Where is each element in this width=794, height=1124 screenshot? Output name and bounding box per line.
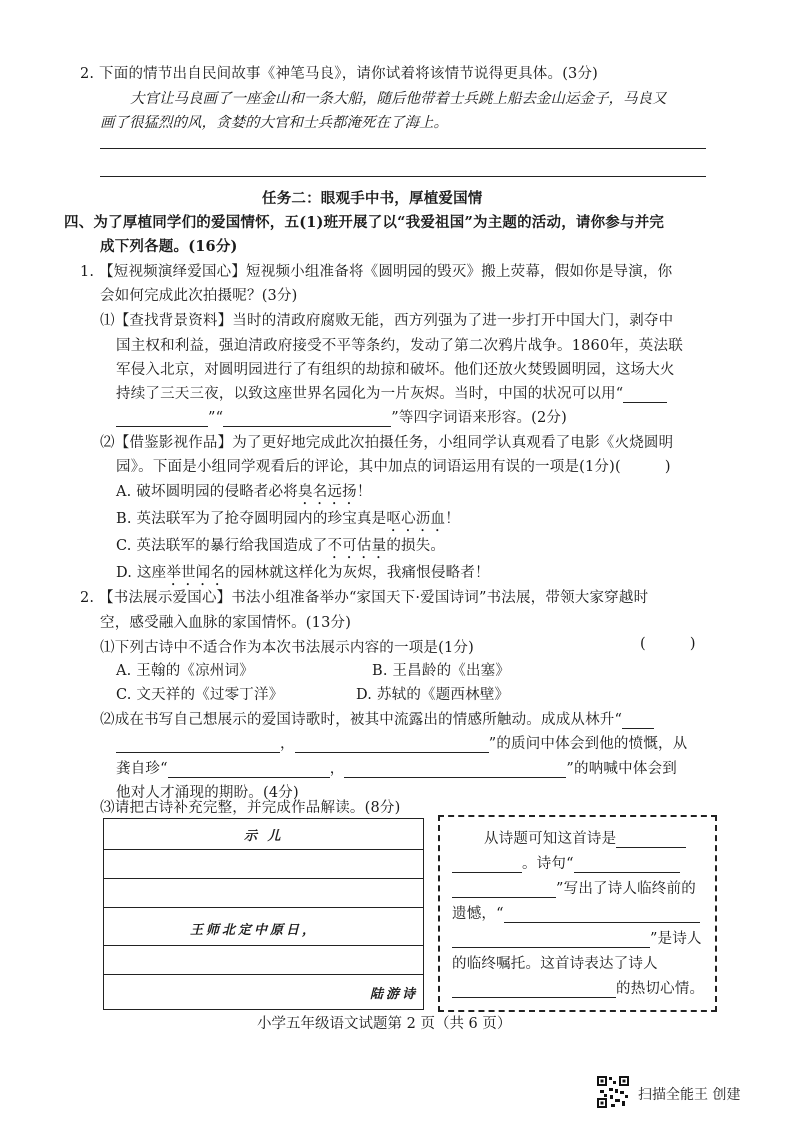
s1-prompt-line-1: 1. 【短视频演绎爱国心】短视频小组准备将《圆明园的毁灭》搬上荧幕，假如你是导演，你 [80,264,673,280]
answer-line[interactable] [100,148,706,149]
interpret-line-3: ”写出了诗人临终前的 [452,877,696,898]
s2-p2-line-2: ， ”的质问中体会到他的愤慨，从 [116,732,687,753]
s2-p2-line-4: 他对人才涌现的期盼。(4分) [116,785,299,801]
s2-p2-line-3: 龚自珍“ ， ”的呐喊中体会到 [116,761,677,777]
poem-writing-grid [103,818,424,1010]
s1-option-d[interactable]: D. 这座举世闻名的园林就这样化为灰烬，我痛恨侵略者！ [116,565,490,581]
poem-row-divider [104,878,423,879]
s1-prompt-line-2: 会如何完成此次拍摄呢？(3分) [100,288,298,304]
s1-p1-line-2: 国主权和利益，强迫清政府接受不平等条约，发动了第二次鸦片战争。1860年，英法联 [116,338,683,354]
interpret-line-6: 的临终嘱托。这首诗表达了诗人 [452,956,658,972]
interpret-blank[interactable] [452,883,556,898]
s2-prompt-line-2: 空，感受融入血脉的家国情怀。(13分) [100,615,352,631]
poem-author: 陆游诗 [370,987,419,1002]
s2-option-d[interactable]: D. 苏轼的《题西林壁》 [356,687,510,703]
s1-option-c[interactable]: C. 英法联军的暴行给我国造成了不可估量的损失。 [116,538,446,554]
s2-option-a[interactable]: A. 王翰的《凉州词》 [116,663,254,679]
s2-p1-paren[interactable]: ( ) [640,636,696,652]
idiom-blank-2[interactable] [223,412,391,427]
s2-option-c[interactable]: C. 文天祥的《过零丁洋》 [116,687,284,703]
s1-p1-line-3: 军侵入北京，对圆明园进行了有组织的劫掠和破坏。他们还放火焚毁圆明园，这场大火 [116,362,675,378]
scanner-brand: 扫描全能王 创建 [638,1087,741,1103]
interpret-line-7: 的热切心情。 [452,977,704,998]
interpret-blank[interactable] [616,833,686,848]
interpret-blank[interactable] [452,858,522,873]
s1-p1-line-1: ⑴【查找背景资料】当时的清政府腐败无能，西方列强为了进一步打开中国大门，剥夺中 [100,313,674,329]
interpret-blank[interactable] [574,858,680,873]
q2-story-line-2: 画了很猛烈的风，贪婪的大官和士兵都淹死在了海上。 [100,115,448,131]
page-footer: 小学五年级语文试题第 2 页（共 6 页） [257,1016,512,1032]
s2-p1: ⑴下列古诗中不适合作为本次书法展示内容的一项是(1分) [100,640,474,656]
interpret-blank[interactable] [452,933,650,948]
s1-p1-line-5: ”“ ”等四字词语来形容。(2分) [116,406,567,427]
interpret-line-1: 从诗题可知这首诗是 [484,827,686,848]
s2-p2-line-1: ⑵成在书写自己想展示的爱国诗歌时，被其中流露出的情感所触动。成成从林升“ [100,708,654,729]
task2-title: 任务二：眼观手中书，厚植爱国情 [262,190,483,207]
poem-line-blank-1[interactable] [622,714,654,729]
s1-option-a[interactable]: A. 破坏圆明园的侵略者必将臭名远扬！ [116,484,372,500]
idiom-blank-1-cont[interactable] [116,412,208,427]
interpret-line-2: 。诗句“ [452,852,680,873]
q2-prompt: 2. 下面的情节出自民间故事《神笔马良》，请你试着将该情节说得更具体。(3分) [80,66,599,82]
q2-story-line-1: 大官让马良画了一座金山和一条大船，随后他带着士兵跳上船去金山运金子，马良又 [130,91,667,107]
part4-intro-line-1: 四、为了厚植同学们的爱国情怀，五(1)班开展了以“我爱祖国”为主题的活动，请你参与并完 [64,214,665,231]
interpret-line-5: ”是诗人 [452,927,702,948]
poem-line-blank-1-cont[interactable] [116,738,280,753]
interpret-line-4: 遗憾，“ [452,902,700,923]
interpret-blank[interactable] [504,908,700,923]
poem-line-blank-4[interactable] [344,763,566,778]
s1-p2-line-1: ⑵【借鉴影视作品】为了更好地完成此次拍摄任务，小组同学认真观看了电影《火烧圆明 [100,435,674,451]
s2-p3: ⑶请把古诗补充完整，并完成作品解读。(8分) [100,800,401,816]
poem-row-divider [104,974,423,975]
interpret-blank[interactable] [452,983,616,998]
part4-intro-line-2: 成下列各题。(16分) [100,238,238,255]
poem-line-blank-2[interactable] [295,738,489,753]
poem-row-divider [104,907,423,908]
idiom-blank-1[interactable] [623,388,667,403]
s1-option-b[interactable]: B. 英法联军为了抢夺圆明园内的珍宝真是呕心沥血！ [116,511,460,527]
poem-title: 示 儿 [244,829,284,844]
poem-row-divider [104,945,423,946]
poem-row-divider [104,849,423,850]
s2-option-b[interactable]: B. 王昌龄的《出塞》 [372,663,511,679]
poem-line-blank-3[interactable] [168,763,330,778]
qr-code-icon [596,1075,630,1109]
answer-line[interactable] [100,176,706,177]
interpretation-box [438,815,717,1012]
s2-prompt-line-1: 2. 【书法展示爱国心】书法小组准备举办“家国天下·爱国诗词”书法展，带领大家穿越时 [80,590,649,606]
s1-p1-line-4: 持续了三天三夜，以致这座世界名园化为一片灰烬。当时，中国的状况可以用“ [116,382,667,403]
poem-line-3: 王师北定中原日， [190,923,319,938]
s1-p2-line-2: 园》。下面是小组同学观看后的评论，其中加点的词语运用有误的一项是(1分)( ) [116,459,671,475]
